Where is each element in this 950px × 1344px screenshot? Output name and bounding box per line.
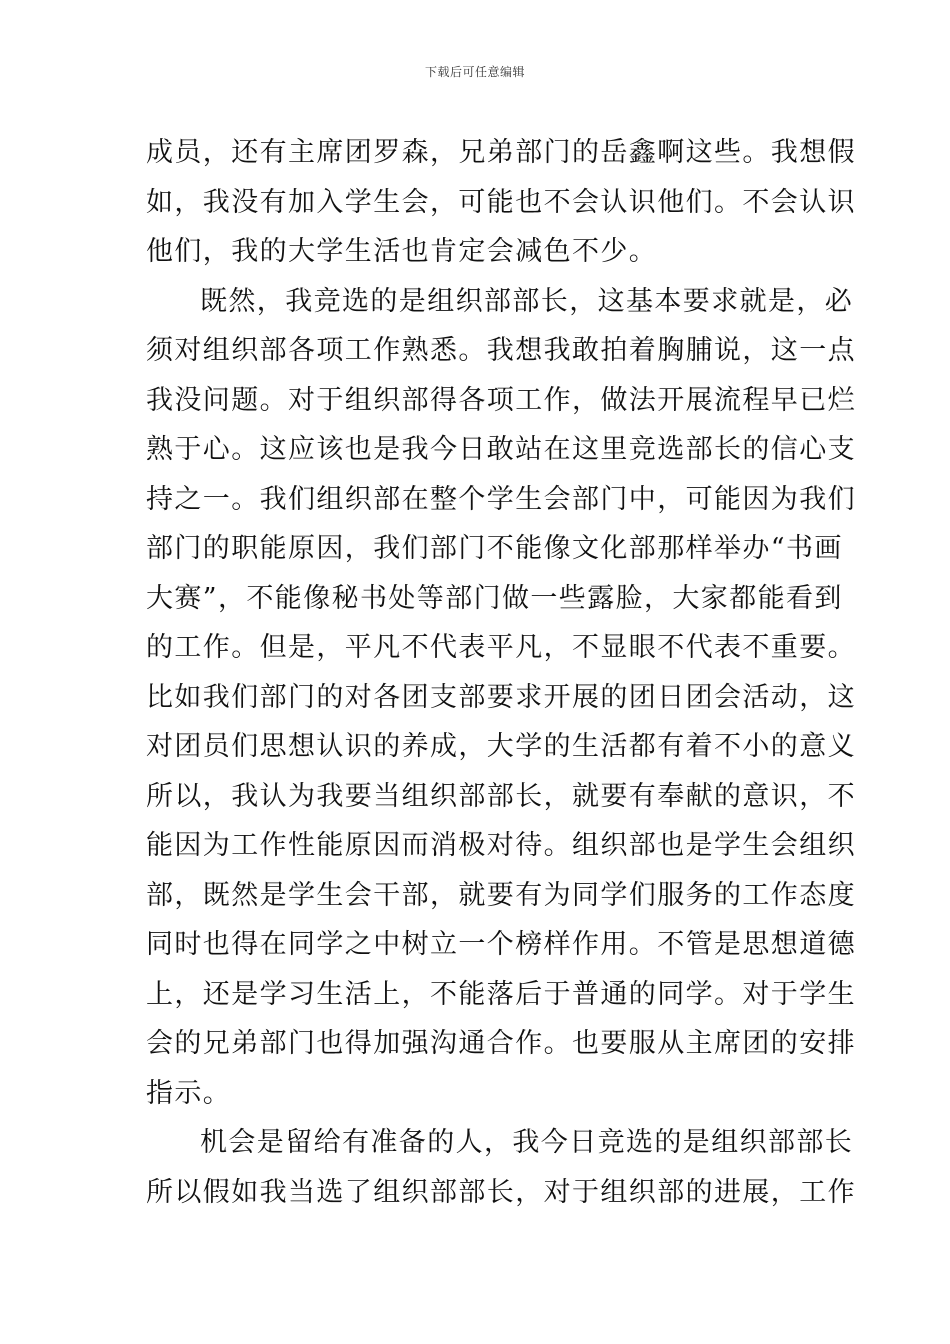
- text-line: 既然，我竞选的是组织部部长，这基本要求就是，必: [200, 285, 854, 317]
- text-line: 所以，我认为我要当组织部部长，就要有奉献的意识，不: [146, 780, 856, 812]
- text-line: 成员，还有主席团罗森，兄弟部门的岳鑫啊这些。我想假: [146, 137, 856, 168]
- text-line: 能因为工作性能原因而消极对待。组织部也是学生会组织: [146, 830, 856, 861]
- text-line: 部，既然是学生会干部，就要有为同学们服务的工作态度: [146, 879, 856, 911]
- text-line: 大赛”，不能像秘书处等部门做一些露脸，大家都能看到: [146, 582, 843, 614]
- text-line: 持之一。我们组织部在整个学生会部门中，可能因为我们: [146, 483, 856, 515]
- body-text: [146, 128, 856, 1217]
- text-line: 同时也得在同学之中树立一个榜样作用。不管是思想道德: [146, 929, 856, 960]
- text-line: 他们，我的大学生活也肯定会减色不少。: [146, 236, 658, 267]
- page-header: 下载后可任意编辑: [424, 65, 525, 79]
- text-line: 指示。: [146, 1077, 232, 1109]
- text-line: 的工作。但是，平凡不代表平凡，不显眼不代表不重要。: [146, 632, 856, 663]
- text-line: 熟于心。这应该也是我今日敢站在这里竞选部长的信心支: [146, 434, 856, 465]
- text-line: 须对组织部各项工作熟悉。我想我敢拍着胸脯说，这一点: [146, 335, 856, 366]
- text-line: 对团员们思想认识的养成，大学的生活都有着不小的意义: [146, 731, 856, 762]
- text-line: 所以假如我当选了组织部部长，对于组织部的进展，工作: [146, 1176, 856, 1208]
- text-line: 机会是留给有准备的人，我今日竞选的是组织部部长: [200, 1127, 854, 1158]
- text-line: 比如我们部门的对各团支部要求开展的团日团会活动，这: [146, 681, 856, 713]
- text-line: 上，还是学习生活上，不能落后于普通的同学。对于学生: [146, 978, 856, 1010]
- text-line: 会的兄弟部门也得加强沟通合作。也要服从主席团的安排: [146, 1028, 856, 1059]
- text-line: 如，我没有加入学生会，可能也不会认识他们。不会认识: [146, 186, 856, 218]
- text-line: 部门的职能原因，我们部门不能像文化部那样举办“书画: [146, 533, 843, 564]
- text-line: 我没问题。对于组织部得各项工作，做法开展流程早已烂: [146, 384, 856, 416]
